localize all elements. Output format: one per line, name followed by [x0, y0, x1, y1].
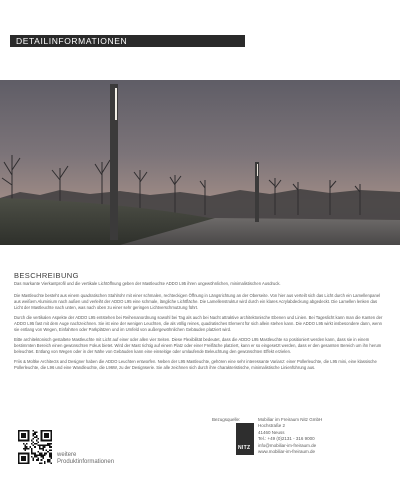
- paragraph: Friis & Moltke Architects and Designer haben die ADDO Leuchten entworfen. Neben der L95 Mastleuchte, gehören eine sehr interessante Varianz: einer Pollerleuchte, die L95 mini, eine klassische Pollerleuchte, die L96 und eine Wandleuchte, die L96W, zu der Designserie. Sie alle zeichnen sich durch ihre charakteristische, minimalistische Linienführung aus.: [14, 359, 377, 370]
- header-bar: [10, 35, 245, 47]
- section-title: BESCHREIBUNG: [14, 271, 79, 280]
- email-link[interactable]: info@mobiliar-im-freiraum.de: [258, 442, 317, 448]
- description-text: [14, 281, 386, 375]
- company-name: Mobiliar im Freiraum Nitz GmbH: [258, 417, 323, 422]
- website-link[interactable]: www.mobiliar-im-freiraum.de: [258, 449, 316, 455]
- paragraph: Bitte architektonisch gestaltete Mastleuchte mit Licht auf einer oder allen vier Seiten. Diese Flexibilität bedeutet, dass die ADDO L95 Mastleuchte so positioniert werden kann, dass sie in einem bestimmten Bereich einen gewünschten Fokus bietet. Wird der Mast richtig auf einem Platz oder einer Freifläche platziert, kann er so eingesetzt werden, dass er den gesamten Bereich um ihn herum beleuchtet. Entlang von Wegen oder in der Nähe von Gebäuden kann eine einseitige oder umlaufende Beleuchtung den gewünschten Effekt erzielen.: [14, 337, 382, 354]
- lead-paragraph: Das markante Vierkantprofil und die vertikale Lichtöffnung geben der Mastleuchte ADDO L95 ihren ungewöhnlichen, minimalistischen Ausdruck.: [14, 281, 281, 286]
- nitz-logo: [236, 423, 254, 455]
- city: 41460 Neuss: [258, 429, 285, 435]
- paragraph: Die Mastleuchte besteht aus einem quadratischen Stahlrohr mit einer schmalen, rechteckigen Öffnung in Längsrichtung an der Oberseite. Von hier aus verteilt sich das Licht durch ein Lamellenpanel aus weißem Aluminium nach außen und verleiht der ADDO L95 eine schmale, längliche Lichtfläche. Die Lamellenstruktur wird durch ein klares Acrylabdeckung abgedeckt. Die Lamellen lenken das Licht der Mastleuchte nach unten, was nach oben zu einer sehr geringen Lichtverschmutzung führt.: [14, 293, 381, 310]
- qr-caption-line: Produktinformationen: [57, 459, 115, 465]
- product-photo: [0, 80, 400, 245]
- qr-caption-line: weitere: [57, 452, 77, 458]
- paragraph: Durch die vertikalen Aspekte der ADDO L95 entstehen bei Reihenanordnung sowohl bei Tag als auch bei Nacht attraktive architektonische Ebenen und Linien. Bei Tageslicht kann man die Kanten der ADDO L95 fast mit dem Auge nachzeichnen. Sie ist eine der wenigen Leuchten, die als völlig reines, quadratisches Element für sich allein stehen kann. Die ADDO L95 wirkt insbesondere dann, wenn sie entlang von Wegen, Einfahrten oder Parkplätzen und im Umfeld von außergewöhnlichen Gebäuden platziert wird.: [14, 315, 383, 332]
- dusk-landscape-image: [0, 80, 400, 245]
- page-title: DETAILINFORMATIONEN: [16, 36, 128, 46]
- supplier-label: Bezugsquelle:: [212, 417, 241, 422]
- street: Hochstraße 2: [258, 423, 286, 429]
- qr-code[interactable]: [18, 430, 52, 464]
- phone: Tel.: +49 (0)2131 - 316 9000: [258, 436, 315, 442]
- logo-text: NITZ: [238, 445, 251, 451]
- qr-caption: [57, 452, 114, 466]
- supplier-address: [258, 417, 322, 455]
- qr-code-icon: [18, 430, 52, 464]
